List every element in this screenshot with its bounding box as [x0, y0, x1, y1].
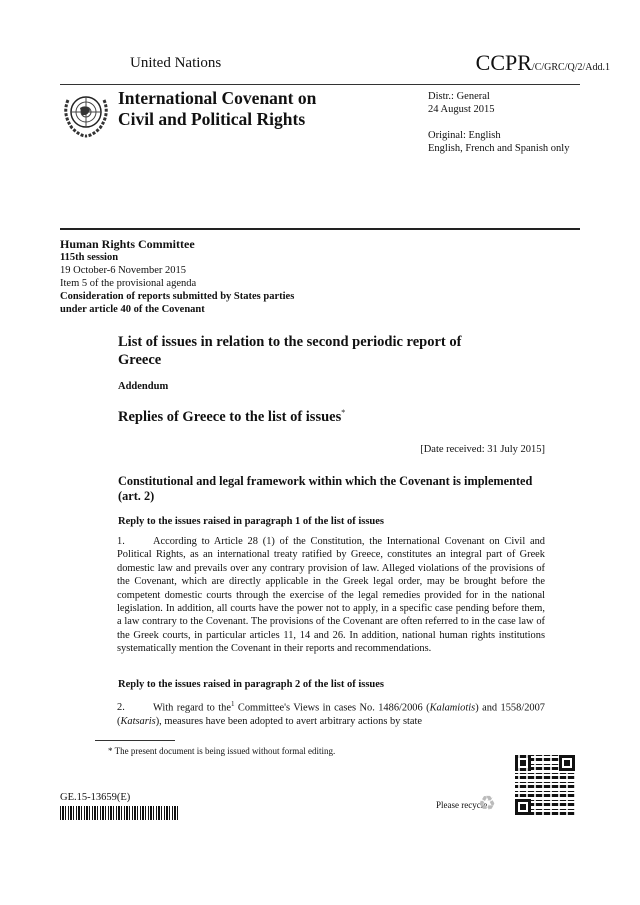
section-title: Constitutional and legal framework within which the Covenant is implemented (art. 2): [118, 474, 533, 503]
committee-block: [60, 238, 294, 316]
languages: English, French and Spanish only: [428, 143, 570, 154]
symbol-main: CCPR: [475, 50, 532, 75]
reply-1-heading: Reply to the issues raised in paragraph 1 of the list of issues: [118, 516, 385, 527]
original-language: Original: English: [428, 130, 501, 141]
addendum-label: Addendum: [118, 381, 169, 392]
title-line-1: International Covenant on: [118, 88, 317, 108]
footnote-ref[interactable]: 1: [230, 700, 235, 708]
un-emblem-icon: [60, 88, 112, 140]
language-info: [428, 129, 569, 155]
case-name: Kalamiotis: [429, 702, 476, 714]
treaty-title: [118, 88, 316, 130]
footnote-rule: [95, 740, 175, 741]
distribution-info: [428, 90, 495, 116]
session: 115th session: [60, 252, 119, 263]
paragraph-number: 1.: [117, 536, 125, 547]
text: With regard to the: [153, 702, 231, 714]
agenda-item: Item 5 of the provisional agenda: [60, 278, 197, 289]
title-line-2: Civil and Political Rights: [118, 109, 306, 129]
text: Committee's Views in cases No. 1486/2006 (: [234, 702, 430, 714]
committee-name: Human Rights Committee: [60, 237, 195, 251]
thick-rule: [60, 228, 580, 230]
header-rule: [60, 84, 580, 85]
date-received: [Date received: 31 July 2015]: [420, 444, 545, 455]
document-symbol: [476, 50, 610, 76]
recycle-text: Please recycle: [436, 800, 488, 810]
distr: Distr.: General: [428, 91, 490, 102]
barcode: [60, 806, 178, 820]
consideration-line-1: Consideration of reports submitted by States parties: [60, 291, 295, 302]
paragraph-text: According to Article 28 (1) of the Constitution, the International Covenant on Civil and Political Rights, as an international treaty ratified by Greece, constitutes an integral part of Greek domestic law and prevails over any contrary provision of law. Alleged violations of the provisions of the Covenant, which are directly applicable in the Greek legal order, may be brought before the competent domestic courts through the exercise of the legal remedies provided for in the national legislation. In addition, all courts have the power not to apply, in a specific case pending before them, a law contrary to the Covenant. The provisions of the Covenant are often referred to in the case law of the Greek courts, in particular articles 11, 14 and 26. In addition, national human rights institutions systematically mention the Covenant in their reports and recommendations.: [117, 536, 545, 655]
recycle-icon: ♻: [478, 793, 496, 815]
session-dates: 19 October-6 November 2015: [60, 265, 187, 276]
paragraph-2: [117, 698, 545, 728]
paragraph-1: [117, 535, 545, 656]
issue-date: 24 August 2015: [428, 104, 495, 115]
list-title: List of issues in relation to the second periodic report of Greece: [118, 334, 462, 368]
org-name: United Nations: [130, 55, 222, 71]
paragraph-number: 2.: [117, 702, 125, 714]
symbol-suffix: /C/GRC/Q/2/Add.1: [531, 62, 610, 73]
consideration-line-2: under article 40 of the Covenant: [60, 304, 205, 315]
footnote: * The present document is being issued without formal editing.: [108, 746, 336, 756]
text: ) and 1558/2007 (: [117, 702, 545, 727]
replies-title: [118, 408, 345, 426]
footnote-mark[interactable]: *: [341, 408, 346, 417]
reply-2-heading: Reply to the issues raised in paragraph 2 of the list of issues: [118, 679, 385, 690]
text: ), measures have been adopted to avert arbitrary actions by state: [155, 715, 422, 727]
doc-number: GE.15-13659(E): [60, 792, 131, 803]
qr-code[interactable]: [515, 755, 575, 815]
case-name: Katsaris: [120, 715, 156, 727]
replies-title-text: Replies of Greece to the list of issues: [118, 408, 342, 425]
